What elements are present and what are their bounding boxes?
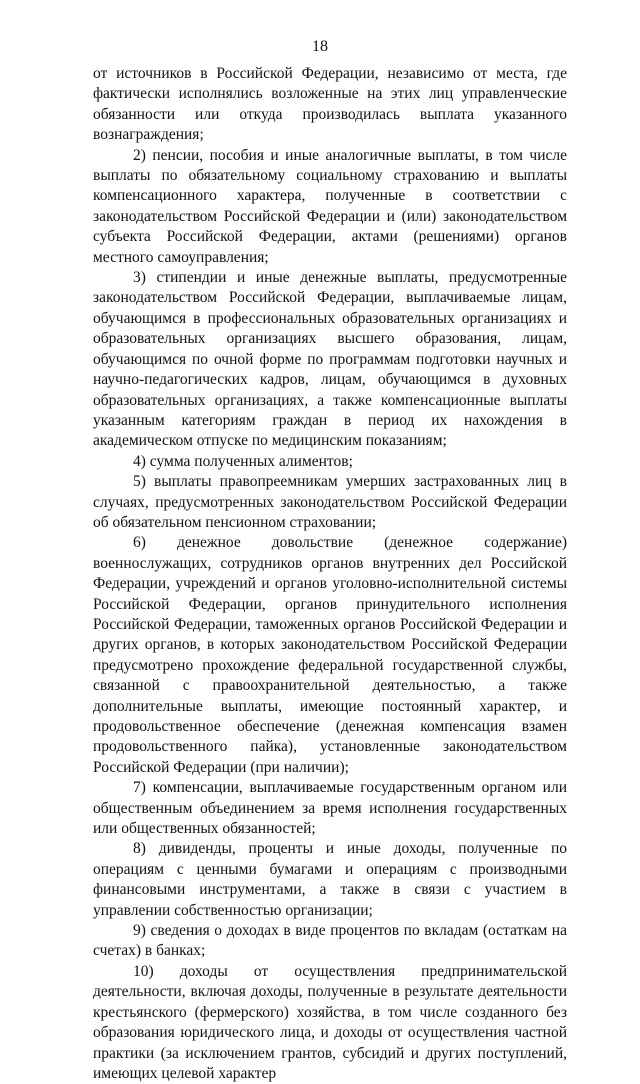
paragraph-item-10: 10) доходы от осуществления предпринимательской деятельности, включая доходы, полученные в результате деятельности крестьянского (фермерского) хозяйства, в том числе созданного без образования юридического лица, и доходы от осуществления частной практики (за исключением грантов, субсидий и других поступлений, имеющих целевой характер	[93, 962, 567, 1082]
paragraph-item-2: 2) пенсии, пособия и иные аналогичные выплаты, в том числе выплаты по обязательному социальному страхованию и выплаты компенсационного характера, полученные в соответствии с законодательством Российской Федерации и (или) законодательством субъекта Российской Федерации, актами (решениями) органов местного самоуправления;	[93, 146, 567, 266]
paragraph-item-7: 7) компенсации, выплачиваемые государственным органом или общественным объединением за время исполнения государственных или общественных обязанностей;	[93, 779, 567, 838]
paragraph-item-5: 5) выплаты правопреемникам умерших застрахованных лиц в случаях, предусмотренных законодательством Российской Федерации об обязательном пенсионном страховании;	[93, 473, 567, 531]
paragraph-item-4: 4) сумма полученных алиментов;	[133, 452, 353, 470]
document-body	[93, 64, 567, 1084]
paragraph-item-8: 8) дивиденды, проценты и иные доходы, полученные по операциям с ценными бумагами и операциям с производными финансовыми инструментами, а также в связи с участием в управлении собственностью организации;	[93, 840, 567, 919]
paragraph-item-3: 3) стипендии и иные денежные выплаты, предусмотренные законодательством Российской Федерации, выплачиваемые лицам, обучающимся в профессиональных образовательных организациях и образовательных организациях высшего образования, лицам, обучающимся по очной форме по программам подготовки научных и научно-педагогических кадров, лицам, обучающимся в духовных образовательных организациях, а также компенсационные выплаты указанным категориям граждан в период их нахождения в академическом отпуске по медицинским показаниям;	[93, 269, 567, 450]
page-number: 18	[312, 38, 328, 55]
paragraph-continuation: от источников в Российской Федерации, независимо от места, где фактически исполнялись возложенные на этих лиц управленческие обязанности или откуда производилась выплата указанного вознаграждения;	[93, 65, 567, 144]
paragraph-item-9: 9) сведения о доходах в виде процентов по вкладам (остаткам на счетах) в банках;	[93, 922, 567, 960]
paragraph-item-6: 6) денежное довольствие (денежное содержание) военнослужащих, сотрудников органов внутренних дел Российской Федерации, учреждений и органов уголовно-исполнительной системы Российской Федерации, органов принудительного исполнения Российской Федерации, таможенных органов Российской Федерации и других органов, в которых законодательством Российской Федерации предусмотрено прохождение федеральной государственной службы, связанной с правоохранительной деятельностью, а также дополнительные выплаты, имеющие постоянный характер, и продовольственное обеспечение (денежная компенсация взамен продовольственного пайка), установленные законодательством Российской Федерации (при наличии);	[93, 534, 567, 776]
